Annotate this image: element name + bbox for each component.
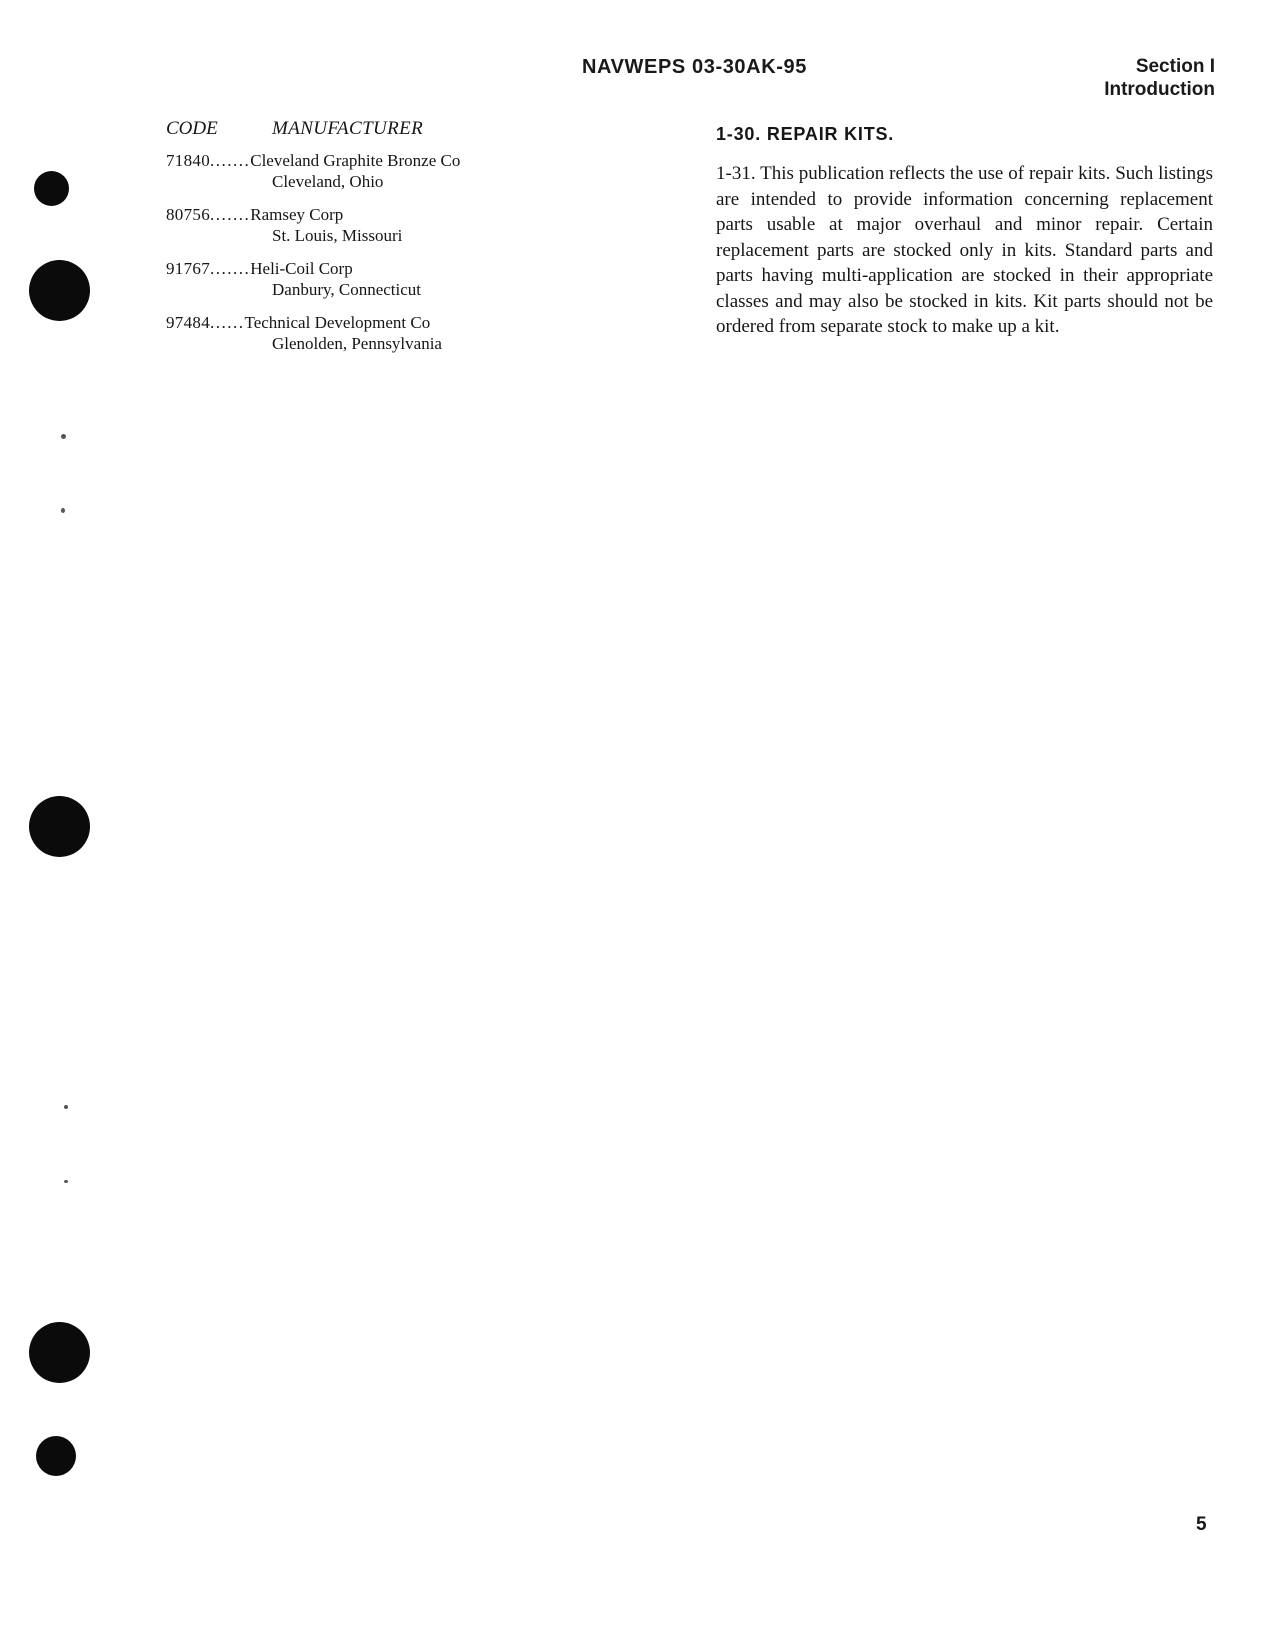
punch-hole-5 — [36, 1436, 76, 1476]
manufacturer-list-headings — [166, 118, 586, 150]
section-label: Section I — [1135, 56, 1215, 77]
manufacturer-location: Glenolden, Pennsylvania — [272, 334, 442, 353]
manufacturer-location: Cleveland, Ohio — [272, 172, 384, 191]
repair-kits-section — [716, 118, 1213, 340]
manufacturer-code-list — [166, 118, 586, 366]
manufacturer-entry — [166, 204, 586, 246]
manufacturer-location: Danbury, Connecticut — [272, 280, 422, 299]
manufacturer-code: 97484 — [166, 313, 210, 332]
code-column-heading: CODE — [166, 118, 218, 139]
manufacturer-name: Heli-Coil Corp — [250, 259, 353, 278]
page-number: 5 — [1196, 1514, 1207, 1535]
repair-kits-paragraph: 1-31. This publication reflects the use of repair kits. Such listings are intended to provide information concerning replacement parts usable at major overhaul and minor repair. Certain replacement parts are stocked only in kits. Standard parts and parts having multi-application are stocked in their appropriate classes and may also be stocked in kits. Kit parts should not be ordered from separate stock to make up a kit. — [716, 163, 1213, 337]
manufacturer-code: 80756 — [166, 205, 210, 224]
document-number: NAVWEPS 03-30AK-95 — [582, 56, 807, 78]
punch-hole-1 — [34, 171, 69, 206]
manufacturer-entry — [166, 312, 586, 354]
leader-dots: ....... — [210, 205, 251, 224]
manufacturer-column-heading: MANUFACTURER — [272, 118, 424, 139]
leader-dots: ....... — [210, 259, 251, 278]
manufacturer-entry — [166, 258, 586, 300]
leader-dots: ....... — [210, 151, 251, 170]
manufacturer-location: St. Louis, Missouri — [272, 226, 403, 245]
scan-speck-3 — [64, 1105, 68, 1109]
repair-kits-heading: 1-30. REPAIR KITS. — [716, 124, 895, 144]
manufacturer-name: Ramsey Corp — [250, 205, 344, 224]
manufacturer-code: 71840 — [166, 151, 210, 170]
punch-hole-2 — [29, 260, 90, 321]
scan-speck-1 — [61, 434, 66, 439]
leader-dots: ...... — [210, 313, 245, 332]
manufacturer-name: Cleveland Graphite Bronze Co — [250, 151, 461, 170]
manufacturer-name: Technical Development Co — [244, 313, 431, 332]
scan-speck-4 — [64, 1180, 68, 1183]
scan-speck-2 — [61, 508, 65, 513]
punch-hole-3 — [29, 796, 90, 857]
section-name: Introduction — [1104, 79, 1215, 100]
manufacturer-entry — [166, 150, 586, 192]
punch-hole-4 — [29, 1322, 90, 1383]
manufacturer-code: 91767 — [166, 259, 210, 278]
